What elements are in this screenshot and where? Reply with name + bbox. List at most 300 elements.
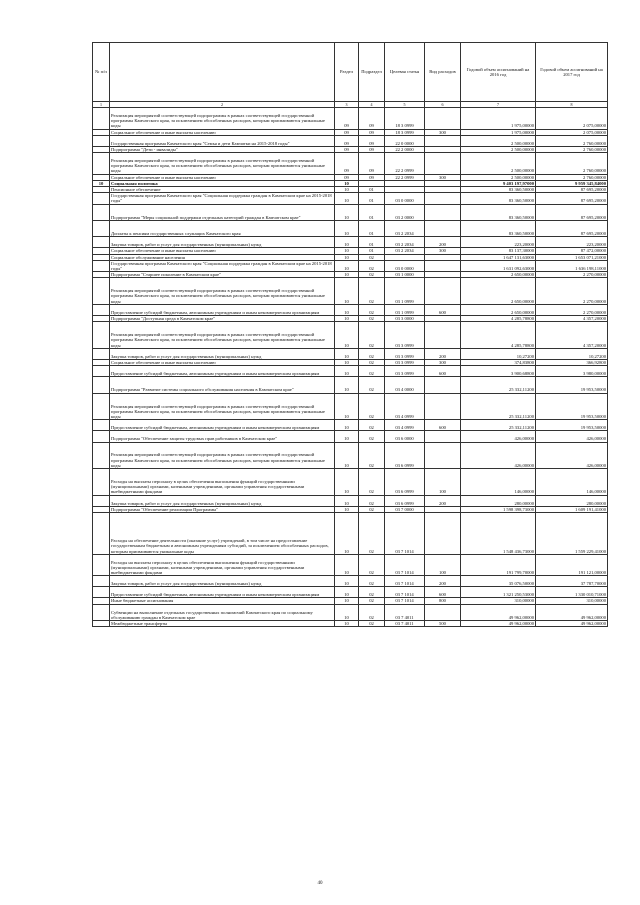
row-podrazdel: 02 <box>359 604 385 620</box>
row-name: Закупка товаров, работ и услуг для государственных (муниципальных) нужд <box>110 348 335 359</box>
row-amount-2017: 2 760,00000 <box>536 146 608 152</box>
row-name: Социальное обеспечение и иные выплаты населению <box>110 248 335 254</box>
row-amount-2016: 83 137,30000 <box>461 248 536 254</box>
row-target-article: 22 2 0999 <box>385 153 425 174</box>
row-expense-type <box>425 604 461 620</box>
row-amount-2016: 3 900,68800 <box>461 366 536 377</box>
row-target-article: 03 2 2034 <box>385 248 425 254</box>
budget-table <box>92 42 608 627</box>
row-number <box>93 135 110 146</box>
table-row <box>93 587 608 598</box>
row-name: Субвенции на выполнение отдельных государственных полномочий Камчатского края по социальному обслуживанию граждан в Камчатском крае <box>110 604 335 620</box>
row-amount-2017: 223,20000 <box>536 237 608 248</box>
row-name: Межбюджетные трансферты <box>110 620 335 626</box>
row-expense-type: 200 <box>425 576 461 587</box>
row-name: Социальное обеспечение и иные выплаты населению <box>110 359 335 365</box>
row-amount-2017: 191 121,00000 <box>536 554 608 575</box>
row-razdel: 10 <box>335 469 359 496</box>
row-amount-2017: 426,00000 <box>536 431 608 442</box>
row-razdel: 10 <box>335 620 359 626</box>
table-row <box>93 304 608 315</box>
row-podrazdel: 09 <box>359 153 385 174</box>
row-razdel: 10 <box>335 260 359 271</box>
header-row <box>93 43 608 102</box>
row-amount-2017: 4 357,20000 <box>536 322 608 349</box>
row-amount-2016: 35 076,50000 <box>461 576 536 587</box>
row-amount-2017: 2 760,00000 <box>536 135 608 146</box>
row-name: Закупка товаров, работ и услуг для государственных (муниципальных) нужд <box>110 576 335 587</box>
row-razdel: 10 <box>335 348 359 359</box>
row-razdel: 10 <box>335 254 359 260</box>
row-expense-type <box>425 260 461 271</box>
row-expense-type <box>425 377 461 393</box>
col-header-2016: Годовой объем ассигнований на 2016 год <box>461 43 536 102</box>
row-expense-type: 200 <box>425 348 461 359</box>
row-podrazdel: 02 <box>359 377 385 393</box>
table-row <box>93 377 608 393</box>
row-razdel: 10 <box>335 322 359 349</box>
row-razdel: 09 <box>335 135 359 146</box>
row-amount-2016: 374,83800 <box>461 359 536 365</box>
row-name: Реализация мероприятий соответствующей подпрограммы в рамках соответствующей государственной программы Камчатского края, за исключением обособленных расходов, которым присваиваются уникальные коды <box>110 153 335 174</box>
table-row <box>93 278 608 305</box>
row-razdel: 09 <box>335 129 359 135</box>
row-podrazdel: 02 <box>359 260 385 271</box>
table-row <box>93 554 608 575</box>
row-amount-2016: 25 332,11200 <box>461 393 536 420</box>
row-target-article: 03 3 0999 <box>385 348 425 359</box>
row-amount-2016: 2 500,00000 <box>461 153 536 174</box>
row-amount-2017: 2 075,00000 <box>536 129 608 135</box>
row-number <box>93 193 110 204</box>
row-podrazdel: 02 <box>359 598 385 604</box>
row-razdel: 09 <box>335 146 359 152</box>
row-podrazdel: 02 <box>359 554 385 575</box>
table-row <box>93 512 608 554</box>
table-row <box>93 576 608 587</box>
row-razdel: 10 <box>335 604 359 620</box>
row-target-article: 03 2 2034 <box>385 237 425 248</box>
row-name: Подпрограмма "Развитие системы социального обслуживания населения в Камчатском крае" <box>110 377 335 393</box>
row-expense-type: 300 <box>425 174 461 180</box>
row-amount-2016: 83 360,50000 <box>461 193 536 204</box>
row-target-article: 22 2 0000 <box>385 146 425 152</box>
row-name: Иные бюджетные ассигнования <box>110 598 335 604</box>
row-amount-2017: 310,00000 <box>536 598 608 604</box>
table-row <box>93 135 608 146</box>
table-row <box>93 495 608 506</box>
row-name: Реализация мероприятий соответствующей подпрограммы в рамках соответствующей государственной программы Камчатского края, за исключением обособленных расходов, которым присваиваются уникальные коды <box>110 322 335 349</box>
row-razdel: 10 <box>335 204 359 220</box>
row-amount-2016: 4 285,78800 <box>461 316 536 322</box>
row-razdel: 10 <box>335 304 359 315</box>
row-razdel: 10 <box>335 180 359 186</box>
col-header-target-article: Целевая статья <box>385 43 425 102</box>
row-podrazdel: 02 <box>359 393 385 420</box>
row-name: Подпрограмма "Старшее поколение в Камчатском крае" <box>110 272 335 278</box>
row-amount-2017: 1 559 229,41000 <box>536 512 608 554</box>
row-target-article: 03 7 1014 <box>385 598 425 604</box>
table-row <box>93 237 608 248</box>
row-amount-2016: 280,00000 <box>461 495 536 506</box>
row-target-article: 03 2 0000 <box>385 204 425 220</box>
row-target-article: 18 3 0999 <box>385 108 425 129</box>
row-podrazdel: 02 <box>359 366 385 377</box>
row-target-article: 03 3 0999 <box>385 359 425 365</box>
row-podrazdel: 02 <box>359 512 385 554</box>
row-amount-2016: 25 332,11200 <box>461 377 536 393</box>
row-podrazdel: 01 <box>359 220 385 236</box>
col-header-razdel: Раздел <box>335 43 359 102</box>
row-name: Социальное обеспечение и иные выплаты населению <box>110 174 335 180</box>
row-expense-type: 600 <box>425 420 461 431</box>
table-row <box>93 153 608 174</box>
row-amount-2017: 19 953,50000 <box>536 393 608 420</box>
row-razdel: 10 <box>335 377 359 393</box>
row-target-article: 03 4 0000 <box>385 377 425 393</box>
row-amount-2016: 426,00000 <box>461 431 536 442</box>
row-podrazdel: 09 <box>359 174 385 180</box>
row-podrazdel: 02 <box>359 272 385 278</box>
row-name: Расходы на обеспечение деятельности (оказание услуг) учреждений, в том числе на предоставление государственным бюджетным и автономным учреждениям субсидий, за исключением обособленных расходов, которым присваиваются уникальные коды <box>110 512 335 554</box>
row-podrazdel: 02 <box>359 254 385 260</box>
row-amount-2016: 2 500,00000 <box>461 174 536 180</box>
table-row <box>93 220 608 236</box>
row-razdel: 09 <box>335 174 359 180</box>
row-name: Социальное обслуживание населения <box>110 254 335 260</box>
row-podrazdel: 02 <box>359 420 385 431</box>
row-razdel: 10 <box>335 598 359 604</box>
row-amount-2017: 49 962,00000 <box>536 604 608 620</box>
table-row <box>93 322 608 349</box>
row-target-article: 22 2 0999 <box>385 174 425 180</box>
row-name: Предоставление субсидий бюджетным, автономным учреждениям и иным некоммерческим организациям <box>110 304 335 315</box>
row-amount-2017: 366,92800 <box>536 359 608 365</box>
row-amount-2017: 146,00000 <box>536 469 608 496</box>
row-razdel: 10 <box>335 576 359 587</box>
row-number <box>93 153 110 174</box>
row-target-article: 03 3 0000 <box>385 316 425 322</box>
row-razdel: 10 <box>335 278 359 305</box>
col-header-expense-type: Вид расходов <box>425 43 461 102</box>
row-podrazdel: 01 <box>359 248 385 254</box>
row-name: Государственная программа Камчатского края "Социальная поддержка граждан в Камчатском крае на 2015-2018 годы" <box>110 260 335 271</box>
row-target-article: 03 3 0999 <box>385 322 425 349</box>
table-row <box>93 193 608 204</box>
row-razdel: 10 <box>335 420 359 431</box>
table-row <box>93 393 608 420</box>
row-amount-2016: 10,27200 <box>461 348 536 359</box>
row-name: Реализация мероприятий соответствующей подпрограммы в рамках соответствующей государственной программы Камчатского края, за исключением обособленных расходов, которым присваиваются уникальные коды <box>110 108 335 129</box>
row-expense-type <box>425 108 461 129</box>
col-header-name <box>110 43 335 102</box>
row-expense-type <box>425 193 461 204</box>
row-target-article: 03 4 0999 <box>385 393 425 420</box>
row-amount-2016: 4 285,78800 <box>461 322 536 349</box>
row-number <box>93 442 110 469</box>
row-expense-type: 100 <box>425 469 461 496</box>
row-podrazdel: 02 <box>359 495 385 506</box>
row-expense-type: 300 <box>425 248 461 254</box>
row-amount-2017: 1 636 198,11000 <box>536 260 608 271</box>
row-amount-2016: 2 500,00000 <box>461 146 536 152</box>
row-razdel: 10 <box>335 366 359 377</box>
row-amount-2017: 87 695,20000 <box>536 204 608 220</box>
row-expense-type <box>425 204 461 220</box>
row-podrazdel: 02 <box>359 431 385 442</box>
row-razdel: 09 <box>335 108 359 129</box>
row-number <box>93 431 110 442</box>
row-razdel: 10 <box>335 431 359 442</box>
col-header-number: № п/п <box>93 43 110 102</box>
row-podrazdel: 02 <box>359 469 385 496</box>
row-name: Социальная политика <box>110 180 335 186</box>
row-number <box>93 587 110 598</box>
table-row <box>93 420 608 431</box>
row-amount-2016: 83 360,50000 <box>461 186 536 192</box>
row-number <box>93 220 110 236</box>
col-number: 5 <box>385 102 425 108</box>
table-row <box>93 604 608 620</box>
row-razdel: 10 <box>335 248 359 254</box>
row-podrazdel: 01 <box>359 204 385 220</box>
col-number: 4 <box>359 102 385 108</box>
table-row <box>93 348 608 359</box>
row-podrazdel: 09 <box>359 129 385 135</box>
row-number <box>93 512 110 554</box>
row-razdel: 09 <box>335 153 359 174</box>
row-number <box>93 377 110 393</box>
row-amount-2016: 2 650,00000 <box>461 272 536 278</box>
row-amount-2017: 1 330 010,71000 <box>536 587 608 598</box>
row-expense-type: 500 <box>425 620 461 626</box>
row-number <box>93 204 110 220</box>
row-amount-2016: 1 631 092,63000 <box>461 260 536 271</box>
row-amount-2016: 49 962,00000 <box>461 604 536 620</box>
row-name: Предоставление субсидий бюджетным, автономным учреждениям и иным некоммерческим организациям <box>110 587 335 598</box>
row-amount-2016: 1 975,00000 <box>461 108 536 129</box>
row-target-article: 03 7 0000 <box>385 506 425 512</box>
table-row <box>93 204 608 220</box>
row-expense-type <box>425 322 461 349</box>
col-number: 1 <box>93 102 110 108</box>
row-razdel: 10 <box>335 316 359 322</box>
col-number: 3 <box>335 102 359 108</box>
row-target-article: 03 2 2034 <box>385 220 425 236</box>
row-podrazdel: 02 <box>359 304 385 315</box>
row-podrazdel: 02 <box>359 359 385 365</box>
row-name: Доплаты к пенсиям государственных служащих Камчатского края <box>110 220 335 236</box>
table-row <box>93 620 608 626</box>
row-amount-2017: 2 075,00000 <box>536 108 608 129</box>
row-podrazdel: 02 <box>359 322 385 349</box>
row-expense-type: 300 <box>425 359 461 365</box>
row-number <box>93 620 110 626</box>
row-number <box>93 278 110 305</box>
row-name: Реализация мероприятий соответствующей подпрограммы в рамках соответствующей государственной программы Камчатского края, за исключением обособленных расходов, которым присваиваются уникальные коды <box>110 278 335 305</box>
row-podrazdel: 09 <box>359 146 385 152</box>
row-number: 10 <box>93 180 110 186</box>
row-expense-type <box>425 442 461 469</box>
col-header-podrazdel: Подраздел <box>359 43 385 102</box>
row-number <box>93 469 110 496</box>
row-podrazdel: 01 <box>359 186 385 192</box>
row-expense-type: 200 <box>425 237 461 248</box>
row-razdel: 10 <box>335 495 359 506</box>
row-expense-type <box>425 135 461 146</box>
row-amount-2016: 1 975,00000 <box>461 129 536 135</box>
row-amount-2017: 19 953,50000 <box>536 420 608 431</box>
row-razdel: 10 <box>335 193 359 204</box>
row-amount-2017: 2 270,00000 <box>536 272 608 278</box>
row-amount-2016: 83 360,50000 <box>461 220 536 236</box>
row-amount-2017: 10,27200 <box>536 348 608 359</box>
row-expense-type: 100 <box>425 554 461 575</box>
row-expense-type <box>425 278 461 305</box>
col-number: 7 <box>461 102 536 108</box>
row-name: Расходы на выплаты персоналу в целях обеспечения выполнения функций государственными (муниципальными) органами, казенными учреждениями, органами управления государственными внебюджетными фондами <box>110 469 335 496</box>
row-target-article: 03 7 4011 <box>385 620 425 626</box>
table-body <box>93 108 608 627</box>
row-name: Подпрограмма "Обеспечение реализации Программы" <box>110 506 335 512</box>
row-amount-2016: 83 360,50000 <box>461 204 536 220</box>
row-target-article: 03 7 1014 <box>385 554 425 575</box>
col-number: 8 <box>536 102 608 108</box>
row-expense-type <box>425 431 461 442</box>
row-target-article: 03 6 0000 <box>385 431 425 442</box>
row-expense-type <box>425 512 461 554</box>
row-expense-type: 800 <box>425 598 461 604</box>
row-podrazdel: 02 <box>359 506 385 512</box>
row-razdel: 10 <box>335 237 359 248</box>
row-expense-type <box>425 153 461 174</box>
row-name: Пенсионное обеспечение <box>110 186 335 192</box>
row-amount-2017: 3 980,00000 <box>536 366 608 377</box>
table-row <box>93 260 608 271</box>
row-number <box>93 260 110 271</box>
col-number: 2 <box>110 102 335 108</box>
row-amount-2016: 1 548 436,73000 <box>461 512 536 554</box>
row-name: Государственная программа Камчатского края "Социальная поддержка граждан в Камчатском крае на 2015-2018 годы" <box>110 193 335 204</box>
row-podrazdel: 09 <box>359 108 385 129</box>
row-amount-2017: 87 695,20000 <box>536 220 608 236</box>
row-name: Подпрограмма "Дети - инвалиды" <box>110 146 335 152</box>
row-number <box>93 604 110 620</box>
col-number: 6 <box>425 102 461 108</box>
row-expense-type: 600 <box>425 304 461 315</box>
row-podrazdel: 02 <box>359 620 385 626</box>
row-amount-2016: 9 403 197,97000 <box>461 180 536 186</box>
row-amount-2016: 146,00000 <box>461 469 536 496</box>
row-amount-2016: 2 650,00000 <box>461 278 536 305</box>
page-number: 40 <box>317 881 323 886</box>
row-razdel: 10 <box>335 220 359 236</box>
budget-sheet <box>92 42 607 627</box>
row-amount-2016: 426,00000 <box>461 442 536 469</box>
row-target-article: 18 3 0999 <box>385 129 425 135</box>
row-amount-2017: 4 357,20000 <box>536 316 608 322</box>
row-podrazdel: 09 <box>359 135 385 146</box>
row-number <box>93 495 110 506</box>
row-target-article: 03 4 0999 <box>385 420 425 431</box>
row-name: Подпрограмма "Доступная среда в Камчатском крае" <box>110 316 335 322</box>
row-amount-2017: 2 270,00000 <box>536 278 608 305</box>
row-amount-2016: 223,20000 <box>461 237 536 248</box>
row-podrazdel: 02 <box>359 348 385 359</box>
row-number <box>93 237 110 248</box>
table-row <box>93 469 608 496</box>
row-expense-type: 300 <box>425 129 461 135</box>
row-target-article: 03 1 0999 <box>385 304 425 315</box>
row-amount-2016: 310,00000 <box>461 598 536 604</box>
row-target-article: 22 0 0000 <box>385 135 425 146</box>
row-podrazdel: 02 <box>359 278 385 305</box>
row-expense-type <box>425 393 461 420</box>
row-name: Подпрограмма "Обеспечение защиты трудовых прав работников в Камчатском крае" <box>110 431 335 442</box>
row-razdel: 10 <box>335 512 359 554</box>
row-amount-2017: 280,00000 <box>536 495 608 506</box>
row-number <box>93 420 110 431</box>
row-amount-2016: 2 650,00000 <box>461 304 536 315</box>
row-amount-2016: 2 500,00000 <box>461 135 536 146</box>
row-target-article: 03 1 0000 <box>385 272 425 278</box>
row-razdel: 10 <box>335 272 359 278</box>
row-number <box>93 304 110 315</box>
row-target-article: 03 6 0999 <box>385 469 425 496</box>
row-amount-2017: 19 953,50000 <box>536 377 608 393</box>
row-podrazdel: 01 <box>359 193 385 204</box>
row-expense-type: 600 <box>425 587 461 598</box>
row-amount-2016: 1 598 398,73000 <box>461 506 536 512</box>
row-number <box>93 322 110 349</box>
row-number <box>93 108 110 129</box>
row-name: Закупка товаров, работ и услуг для государственных (муниципальных) нужд <box>110 495 335 506</box>
row-amount-2016: 1 321 250,53000 <box>461 587 536 598</box>
row-name: Социальное обеспечение и иные выплаты населению <box>110 129 335 135</box>
row-expense-type <box>425 220 461 236</box>
row-number <box>93 348 110 359</box>
row-podrazdel: 01 <box>359 237 385 248</box>
row-expense-type: 200 <box>425 495 461 506</box>
row-razdel: 10 <box>335 506 359 512</box>
row-razdel: 10 <box>335 442 359 469</box>
row-target-article: 03 7 1014 <box>385 576 425 587</box>
row-name: Реализация мероприятий соответствующей подпрограммы в рамках соответствующей государственной программы Камчатского края, за исключением обособленных расходов, которым присваиваются уникальные коды <box>110 442 335 469</box>
row-razdel: 10 <box>335 393 359 420</box>
row-number <box>93 576 110 587</box>
row-razdel: 10 <box>335 186 359 192</box>
table-row <box>93 442 608 469</box>
row-amount-2017: 87 472,00000 <box>536 248 608 254</box>
row-target-article: 03 6 0999 <box>385 442 425 469</box>
row-name: Подпрограмма "Меры социальной поддержки отдельных категорий граждан в Камчатском крае" <box>110 204 335 220</box>
row-number <box>93 366 110 377</box>
row-target-article: 03 0 0000 <box>385 193 425 204</box>
row-razdel: 10 <box>335 587 359 598</box>
row-amount-2017: 87 695,20000 <box>536 193 608 204</box>
row-number <box>93 393 110 420</box>
row-amount-2017: 37 787,70000 <box>536 576 608 587</box>
row-target-article: 03 1 0999 <box>385 278 425 305</box>
table-row <box>93 431 608 442</box>
row-amount-2017: 1 653 071,21000 <box>536 254 608 260</box>
row-target-article: 03 7 1014 <box>385 512 425 554</box>
row-podrazdel: 02 <box>359 316 385 322</box>
row-target-article: 03 7 1014 <box>385 587 425 598</box>
row-amount-2017: 2 760,00000 <box>536 153 608 174</box>
row-amount-2016: 25 332,11200 <box>461 420 536 431</box>
row-name: Расходы на выплаты персоналу в целях обеспечения выполнения функций государственными (муниципальными) органами, казенными учреждениями, органами управления государственными внебюджетными фондами <box>110 554 335 575</box>
